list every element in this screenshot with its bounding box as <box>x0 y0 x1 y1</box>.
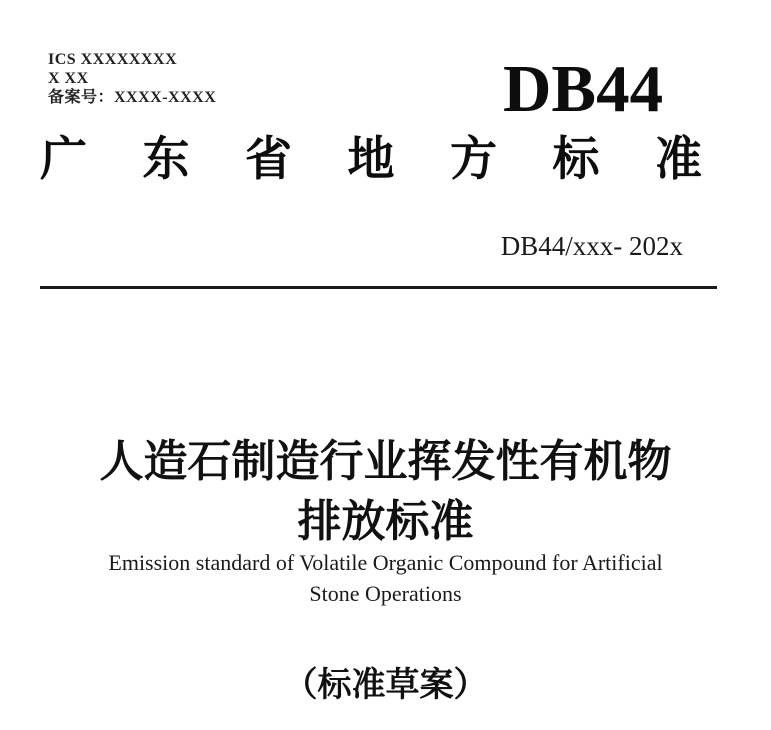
standard-name-heading <box>40 131 702 187</box>
standard-code-logo: DB44 <box>503 52 664 126</box>
standard-name-char: 方 <box>450 132 497 185</box>
record-number: 备案号：XXXX-XXXX <box>48 89 217 106</box>
main-title-line2: 排放标准 <box>297 497 474 546</box>
divider-rule <box>40 286 717 289</box>
document-number: DB44/xxx- 202x <box>500 231 683 261</box>
standard-name-char: 广 <box>40 132 87 185</box>
ics-block <box>48 50 216 107</box>
standard-name-char: 准 <box>655 132 702 185</box>
standard-name-char: 地 <box>347 132 395 185</box>
main-title <box>0 432 771 552</box>
standard-name-char: 标 <box>552 132 600 185</box>
english-title-line2: Stone Operations <box>309 581 462 606</box>
english-title-line1: Emission standard of Volatile Organic Compound for Artificial <box>108 550 663 575</box>
english-title <box>0 547 771 609</box>
ics-code: ICS XXXXXXXX <box>48 51 178 68</box>
draft-status-label: （标准草案） <box>283 666 488 704</box>
main-title-line1: 人造石制造行业挥发性有机物 <box>99 437 672 486</box>
ics-classification: X XX <box>48 70 89 87</box>
standard-name-char: 东 <box>142 132 190 185</box>
standard-name-char: 省 <box>245 132 292 185</box>
